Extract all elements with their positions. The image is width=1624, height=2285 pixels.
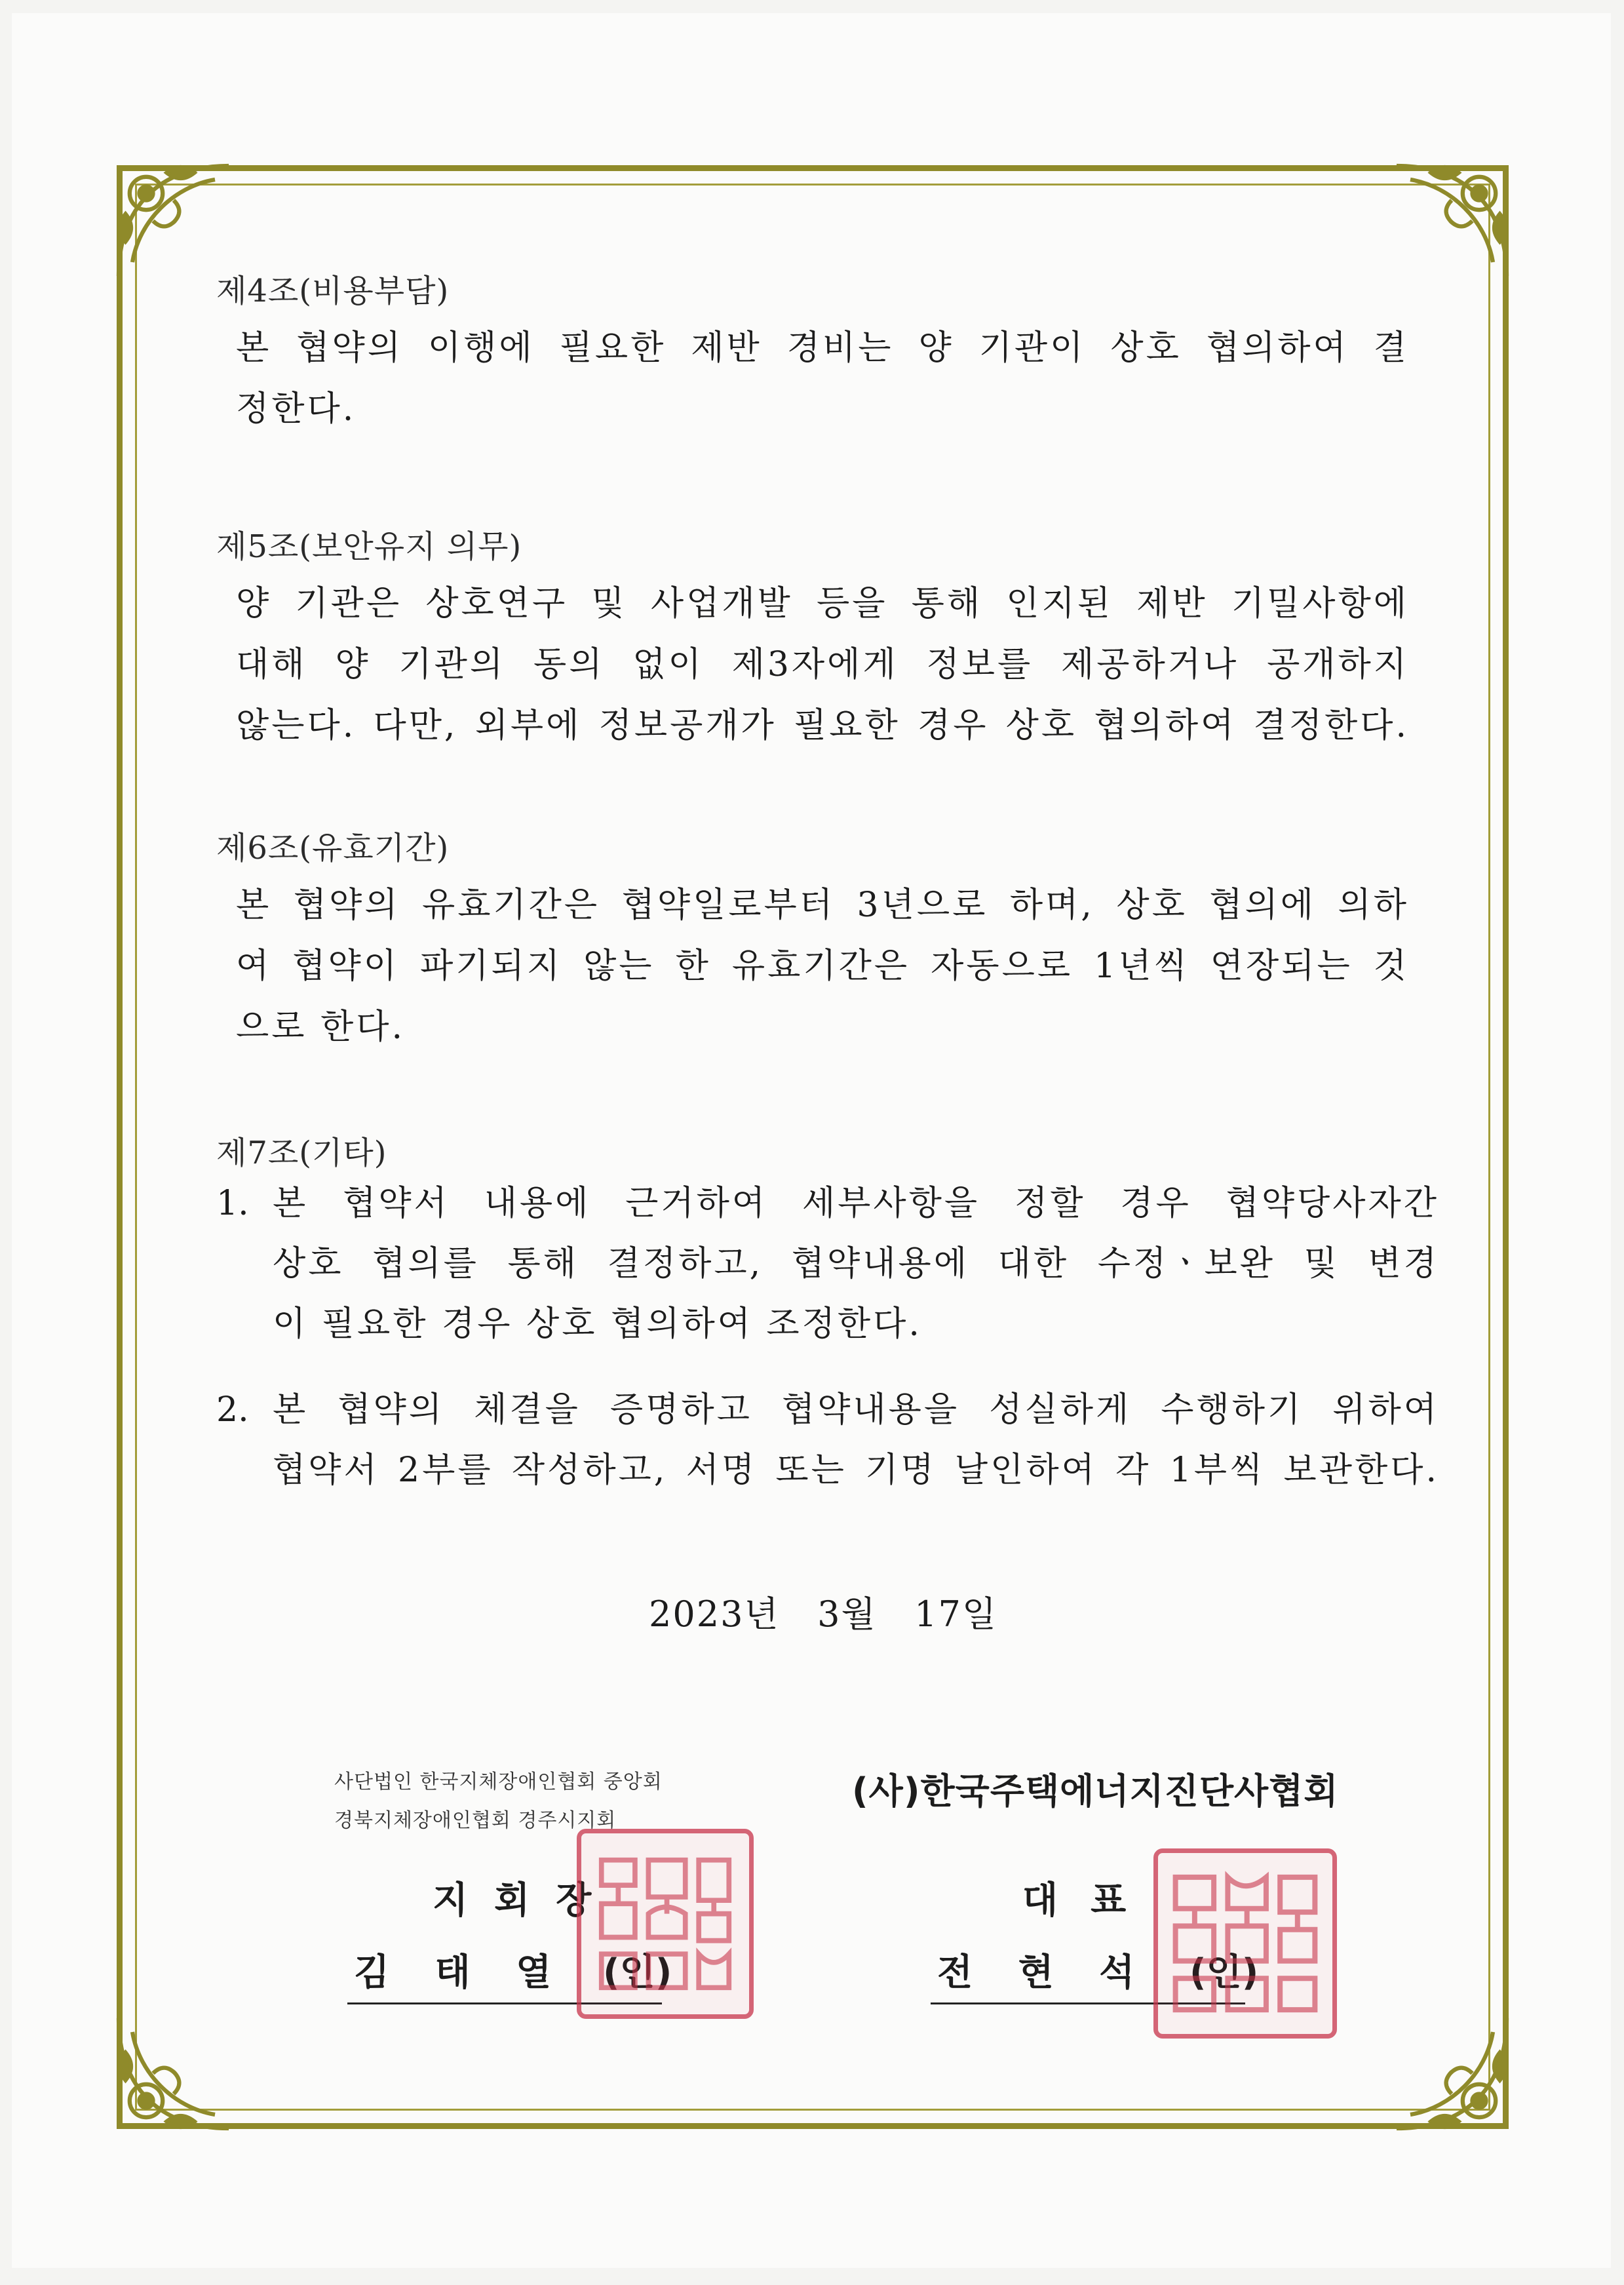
article-5-body — [236, 574, 1409, 756]
text-line: 상호 협의를 통해 결정하고, 협약내용에 대한 수정ㆍ보완 및 변경 — [273, 1244, 1439, 1283]
corner-ornament-icon — [1383, 2004, 1520, 2142]
item-number: 1. — [216, 1184, 249, 1223]
text-line: 본 협약의 유효기간은 협약일로부터 3년으로 하며, 상호 협의에 의하 — [236, 886, 1409, 925]
left-seal-mark: (인) — [603, 1951, 672, 1994]
text-line: 않는다. 다만, 외부에 정보공개가 필요한 경우 상호 협의하여 결정한다. — [236, 706, 1409, 745]
right-signatory-role: 대표 — [1022, 1879, 1159, 1922]
text-line: 이 필요한 경우 상호 협의하여 조정한다. — [273, 1304, 922, 1344]
text-line: 으로 한다. — [236, 1007, 405, 1047]
left-signatory-name: 김 태 열 — [354, 1951, 552, 1994]
item-number: 2. — [216, 1390, 249, 1430]
article-7-item-1 — [216, 1173, 1442, 1363]
article-4-title: 제4조(비용부담) — [216, 273, 450, 309]
agreement-date: 2023년 3월 17일 — [649, 1593, 997, 1635]
right-seal-mark: (인) — [1189, 1951, 1259, 1994]
text-line: 협약서 2부를 작성하고, 서명 또는 기명 날인하여 각 1부씩 보관한다. — [273, 1451, 1439, 1490]
left-signatory-role: 지회장 — [433, 1879, 618, 1922]
text-line: 본 협약의 체결을 증명하고 협약내용을 성실하게 수행하기 위하여 — [273, 1390, 1439, 1430]
left-org-line-1: 사단법인 한국지체장애인협회 중앙회 — [334, 1770, 663, 1793]
article-7-item-2 — [216, 1380, 1442, 1511]
article-6-body — [236, 875, 1409, 1058]
text-line: 대해 양 기관의 동의 없이 제3자에게 정보를 제공하거나 공개하지 — [236, 645, 1409, 684]
text-line: 본 협약의 이행에 필요한 제반 경비는 양 기관이 상호 협의하여 결 — [236, 328, 1409, 368]
corner-ornament-icon — [1383, 152, 1520, 290]
article-6-title: 제6조(유효기간) — [216, 830, 450, 867]
left-org-line-2: 경북지체장애인협회 경주시지회 — [334, 1809, 617, 1832]
article-4-body — [236, 318, 1409, 440]
right-signatory-name: 전 현 석 — [937, 1951, 1135, 1994]
corner-ornament-icon — [105, 2004, 242, 2142]
official-seal-stamp — [1153, 1848, 1337, 2039]
text-line: 양 기관은 상호연구 및 사업개발 등을 통해 인지된 제반 기밀사항에 — [236, 584, 1409, 623]
article-7-title: 제7조(기타) — [216, 1135, 387, 1171]
official-seal-stamp — [577, 1829, 754, 2019]
text-line: 정한다. — [236, 389, 357, 429]
right-org-name: (사)한국주택에너지진단사협회 — [852, 1770, 1339, 1812]
text-line: 본 협약서 내용에 근거하여 세부사항을 정할 경우 협약당사자간 — [273, 1184, 1439, 1223]
text-line: 여 협약이 파기되지 않는 한 유효기간은 자동으로 1년씩 연장되는 것 — [236, 947, 1409, 986]
article-5-title: 제5조(보안유지 의무) — [216, 528, 522, 565]
